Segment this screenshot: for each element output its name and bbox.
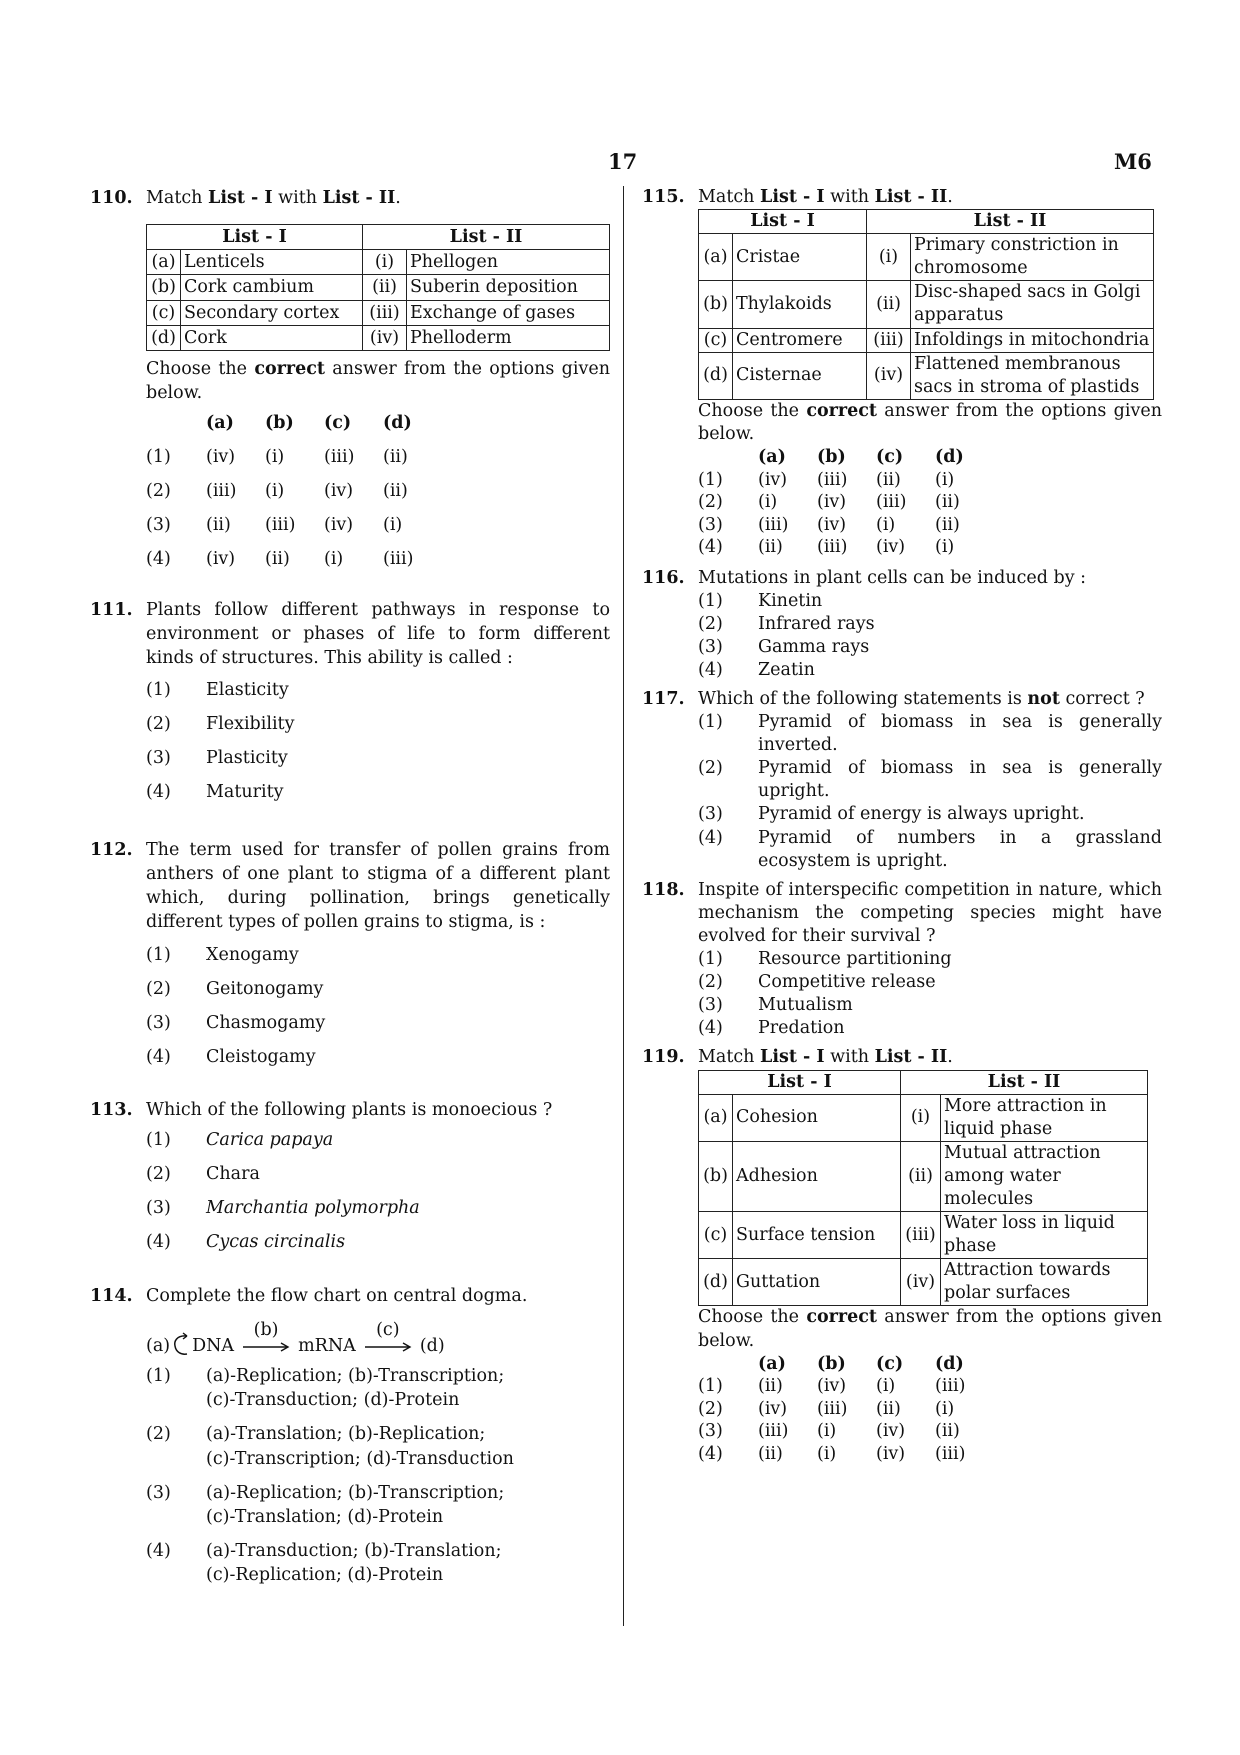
question-text: Match List - I with List - II. bbox=[698, 1047, 953, 1068]
question-text: Plants follow different pathways in response to environment or phases of life to form different kinds of structures. This ability is called : bbox=[146, 600, 610, 669]
option[interactable]: (4) Pyramid of numbers in a grassland ecosystem is upright. bbox=[698, 827, 1162, 871]
option[interactable]: (1) Carica papaya bbox=[146, 1130, 334, 1151]
question-110 bbox=[90, 186, 610, 598]
option[interactable]: (3) Plasticity bbox=[146, 748, 288, 769]
table-header-list-2: List - II bbox=[901, 1070, 1148, 1094]
table-header-list-1: List - I bbox=[147, 225, 363, 250]
question-number: 110. bbox=[90, 188, 133, 208]
option[interactable]: (4) Maturity bbox=[146, 782, 284, 803]
question-116 bbox=[642, 567, 1162, 682]
option[interactable]: (3) Gamma rays bbox=[698, 636, 870, 657]
option[interactable]: (2) Flexibility bbox=[146, 714, 295, 735]
left-column bbox=[90, 186, 610, 1587]
question-117 bbox=[642, 688, 1162, 873]
question-114 bbox=[90, 1284, 610, 1587]
question-number: 115. bbox=[642, 187, 685, 207]
option[interactable]: (4) Predation bbox=[698, 1018, 845, 1039]
option[interactable]: (4) Zeatin bbox=[698, 659, 815, 680]
answer-grid-119: (a) (b) (c) (d) (1) (ii) (iv) (i) (iii) (2) (iv) (iii) (ii) (i) (3) (iii) (i) (iv) (ii) (4) (ii) (i) (iv) (iii) bbox=[698, 1353, 966, 1464]
option[interactable]: (2) Chara bbox=[146, 1164, 260, 1185]
option[interactable]: (1) Elasticity bbox=[146, 680, 289, 701]
table-row: (d) Guttation (iv) Attraction towards polar surfaces bbox=[699, 1259, 1148, 1306]
option[interactable]: (3) Marchantia polymorpha bbox=[146, 1198, 420, 1219]
question-number: 113. bbox=[90, 1100, 133, 1120]
question-text: Inspite of interspecific competition in nature, which mechanism the competing species might have evolved for their survival ? bbox=[698, 879, 1162, 946]
flow-arrow-c: (c) bbox=[364, 1318, 412, 1358]
question-text: Complete the flow chart on central dogma. bbox=[146, 1286, 528, 1306]
option[interactable]: (2) Pyramid of biomass in sea is generally upright. bbox=[698, 758, 1162, 802]
question-119 bbox=[642, 1046, 1162, 1465]
arrow-right-icon bbox=[364, 1342, 412, 1352]
table-header-list-2: List - II bbox=[867, 210, 1154, 234]
match-table-110 bbox=[146, 224, 610, 351]
flow-arrow-b: (b) bbox=[242, 1318, 290, 1358]
option[interactable]: (1) (a)-Replication; (b)-Transcription; (c)-Transduction; (d)-Protein bbox=[146, 1366, 505, 1411]
central-dogma-flowchart bbox=[146, 1314, 610, 1358]
option[interactable]: (3) Chasmogamy bbox=[146, 1012, 326, 1033]
question-number: 118. bbox=[642, 879, 685, 900]
arrow-right-icon bbox=[242, 1342, 290, 1352]
option[interactable]: (2) Infrared rays bbox=[698, 613, 875, 634]
answer-grid-115: (a) (b) (c) (d) (1) (iv) (iii) (ii) (i) (2) (i) (iv) (iii) (ii) (3) (iii) (iv) (i) (ii) (4) (ii) (iii) (iv) (i) bbox=[698, 447, 964, 558]
table-row: (b) Thylakoids (ii) Disc-shaped sacs in Golgi apparatus bbox=[699, 281, 1154, 328]
flow-dna: DNA bbox=[192, 1336, 235, 1356]
flow-label-d: (d) bbox=[419, 1336, 445, 1356]
option[interactable]: (1) Pyramid of biomass in sea is generally inverted. bbox=[698, 712, 1162, 756]
question-text: Match List - I with List - II. bbox=[698, 187, 953, 207]
option[interactable]: (4) Cleistogamy bbox=[146, 1046, 316, 1067]
table-row: (a) Cristae (i) Primary constriction in chromosome bbox=[699, 234, 1154, 281]
question-number: 119. bbox=[642, 1047, 685, 1068]
table-row: (b) Adhesion (ii) Mutual attraction among water molecules bbox=[699, 1141, 1148, 1211]
question-113 bbox=[90, 1098, 610, 1284]
option[interactable]: (2) (a)-Translation; (b)-Replication; (c)-Transcription; (d)-Transduction bbox=[146, 1424, 514, 1469]
table-row: (c) Secondary cortex (iii) Exchange of gases bbox=[147, 300, 610, 325]
option[interactable]: (3) Pyramid of energy is always upright. bbox=[698, 804, 1085, 825]
question-text: Which of the following plants is monoecious ? bbox=[146, 1100, 553, 1120]
option[interactable]: (2) Competitive release bbox=[698, 972, 936, 993]
table-row: (a) Cohesion (i) More attraction in liquid phase bbox=[699, 1094, 1148, 1141]
question-text: Which of the following statements is not correct ? bbox=[698, 689, 1145, 709]
match-table-115 bbox=[698, 209, 1154, 400]
table-row: (d) Cisternae (iv) Flattened membranous sacs in stroma of plastids bbox=[699, 352, 1154, 399]
page-number: 17 bbox=[608, 149, 638, 174]
table-row: (c) Surface tension (iii) Water loss in liquid phase bbox=[699, 1212, 1148, 1259]
flow-label-a: (a) bbox=[146, 1336, 171, 1356]
table-row: (a) Lenticels (i) Phellogen bbox=[147, 250, 610, 275]
table-row: (b) Cork cambium (ii) Suberin deposition bbox=[147, 275, 610, 300]
question-text: Match List - I with List - II. bbox=[146, 188, 401, 208]
question-118 bbox=[642, 879, 1162, 1041]
option[interactable]: (1) Resource partitioning bbox=[698, 949, 952, 970]
option[interactable]: (4) Cycas circinalis bbox=[146, 1232, 346, 1253]
question-number: 116. bbox=[642, 567, 685, 588]
right-column bbox=[642, 186, 1162, 1465]
column-divider bbox=[623, 186, 624, 1626]
table-row: (d) Cork (iv) Phelloderm bbox=[147, 325, 610, 350]
option[interactable]: (1) Kinetin bbox=[698, 590, 823, 611]
table-header-list-2: List - II bbox=[363, 225, 610, 250]
option[interactable]: (3) (a)-Replication; (b)-Transcription; (c)-Translation; (d)-Protein bbox=[146, 1482, 505, 1527]
choose-instruction: Choose the correct answer from the options given below. bbox=[146, 358, 610, 403]
flow-mrna: mRNA bbox=[298, 1336, 356, 1356]
question-112 bbox=[90, 838, 610, 1098]
option[interactable]: (2) Geitonogamy bbox=[146, 978, 324, 999]
question-text: The term used for transfer of pollen grains from anthers of one plant to stigma of a different plant which, during pollination, brings genetically different types of pollen grains to stigma, is : bbox=[146, 840, 610, 933]
choose-instruction: Choose the correct answer from the options given below. bbox=[698, 400, 1162, 444]
match-table-119 bbox=[698, 1070, 1148, 1307]
paper-code: M6 bbox=[1114, 149, 1152, 174]
question-number: 117. bbox=[642, 689, 685, 709]
question-text: Mutations in plant cells can be induced by : bbox=[698, 567, 1087, 588]
table-header-list-1: List - I bbox=[699, 210, 867, 234]
question-number: 112. bbox=[90, 840, 133, 860]
option[interactable]: (3) Mutualism bbox=[698, 995, 853, 1016]
question-115 bbox=[642, 186, 1162, 559]
answer-grid-110: (a) (b) (c) (d) (1) (iv) (i) (iii) (ii) (2) (iii) (i) (iv) (ii) (3) (ii) (iii) (iv) (i) (4) (iv) (ii) (i) (iii) bbox=[146, 413, 414, 570]
choose-instruction: Choose the correct answer from the options given below. bbox=[698, 1307, 1162, 1351]
question-111 bbox=[90, 598, 610, 838]
table-row: (c) Centromere (iii) Infoldings in mitochondria bbox=[699, 328, 1154, 352]
option[interactable]: (4) (a)-Transduction; (b)-Translation; (c)-Replication; (d)-Protein bbox=[146, 1540, 502, 1586]
table-header-list-1: List - I bbox=[699, 1070, 901, 1094]
question-number: 111. bbox=[90, 600, 133, 620]
replication-loop-icon bbox=[173, 1332, 191, 1358]
option[interactable]: (1) Xenogamy bbox=[146, 944, 299, 965]
question-number: 114. bbox=[90, 1286, 133, 1306]
